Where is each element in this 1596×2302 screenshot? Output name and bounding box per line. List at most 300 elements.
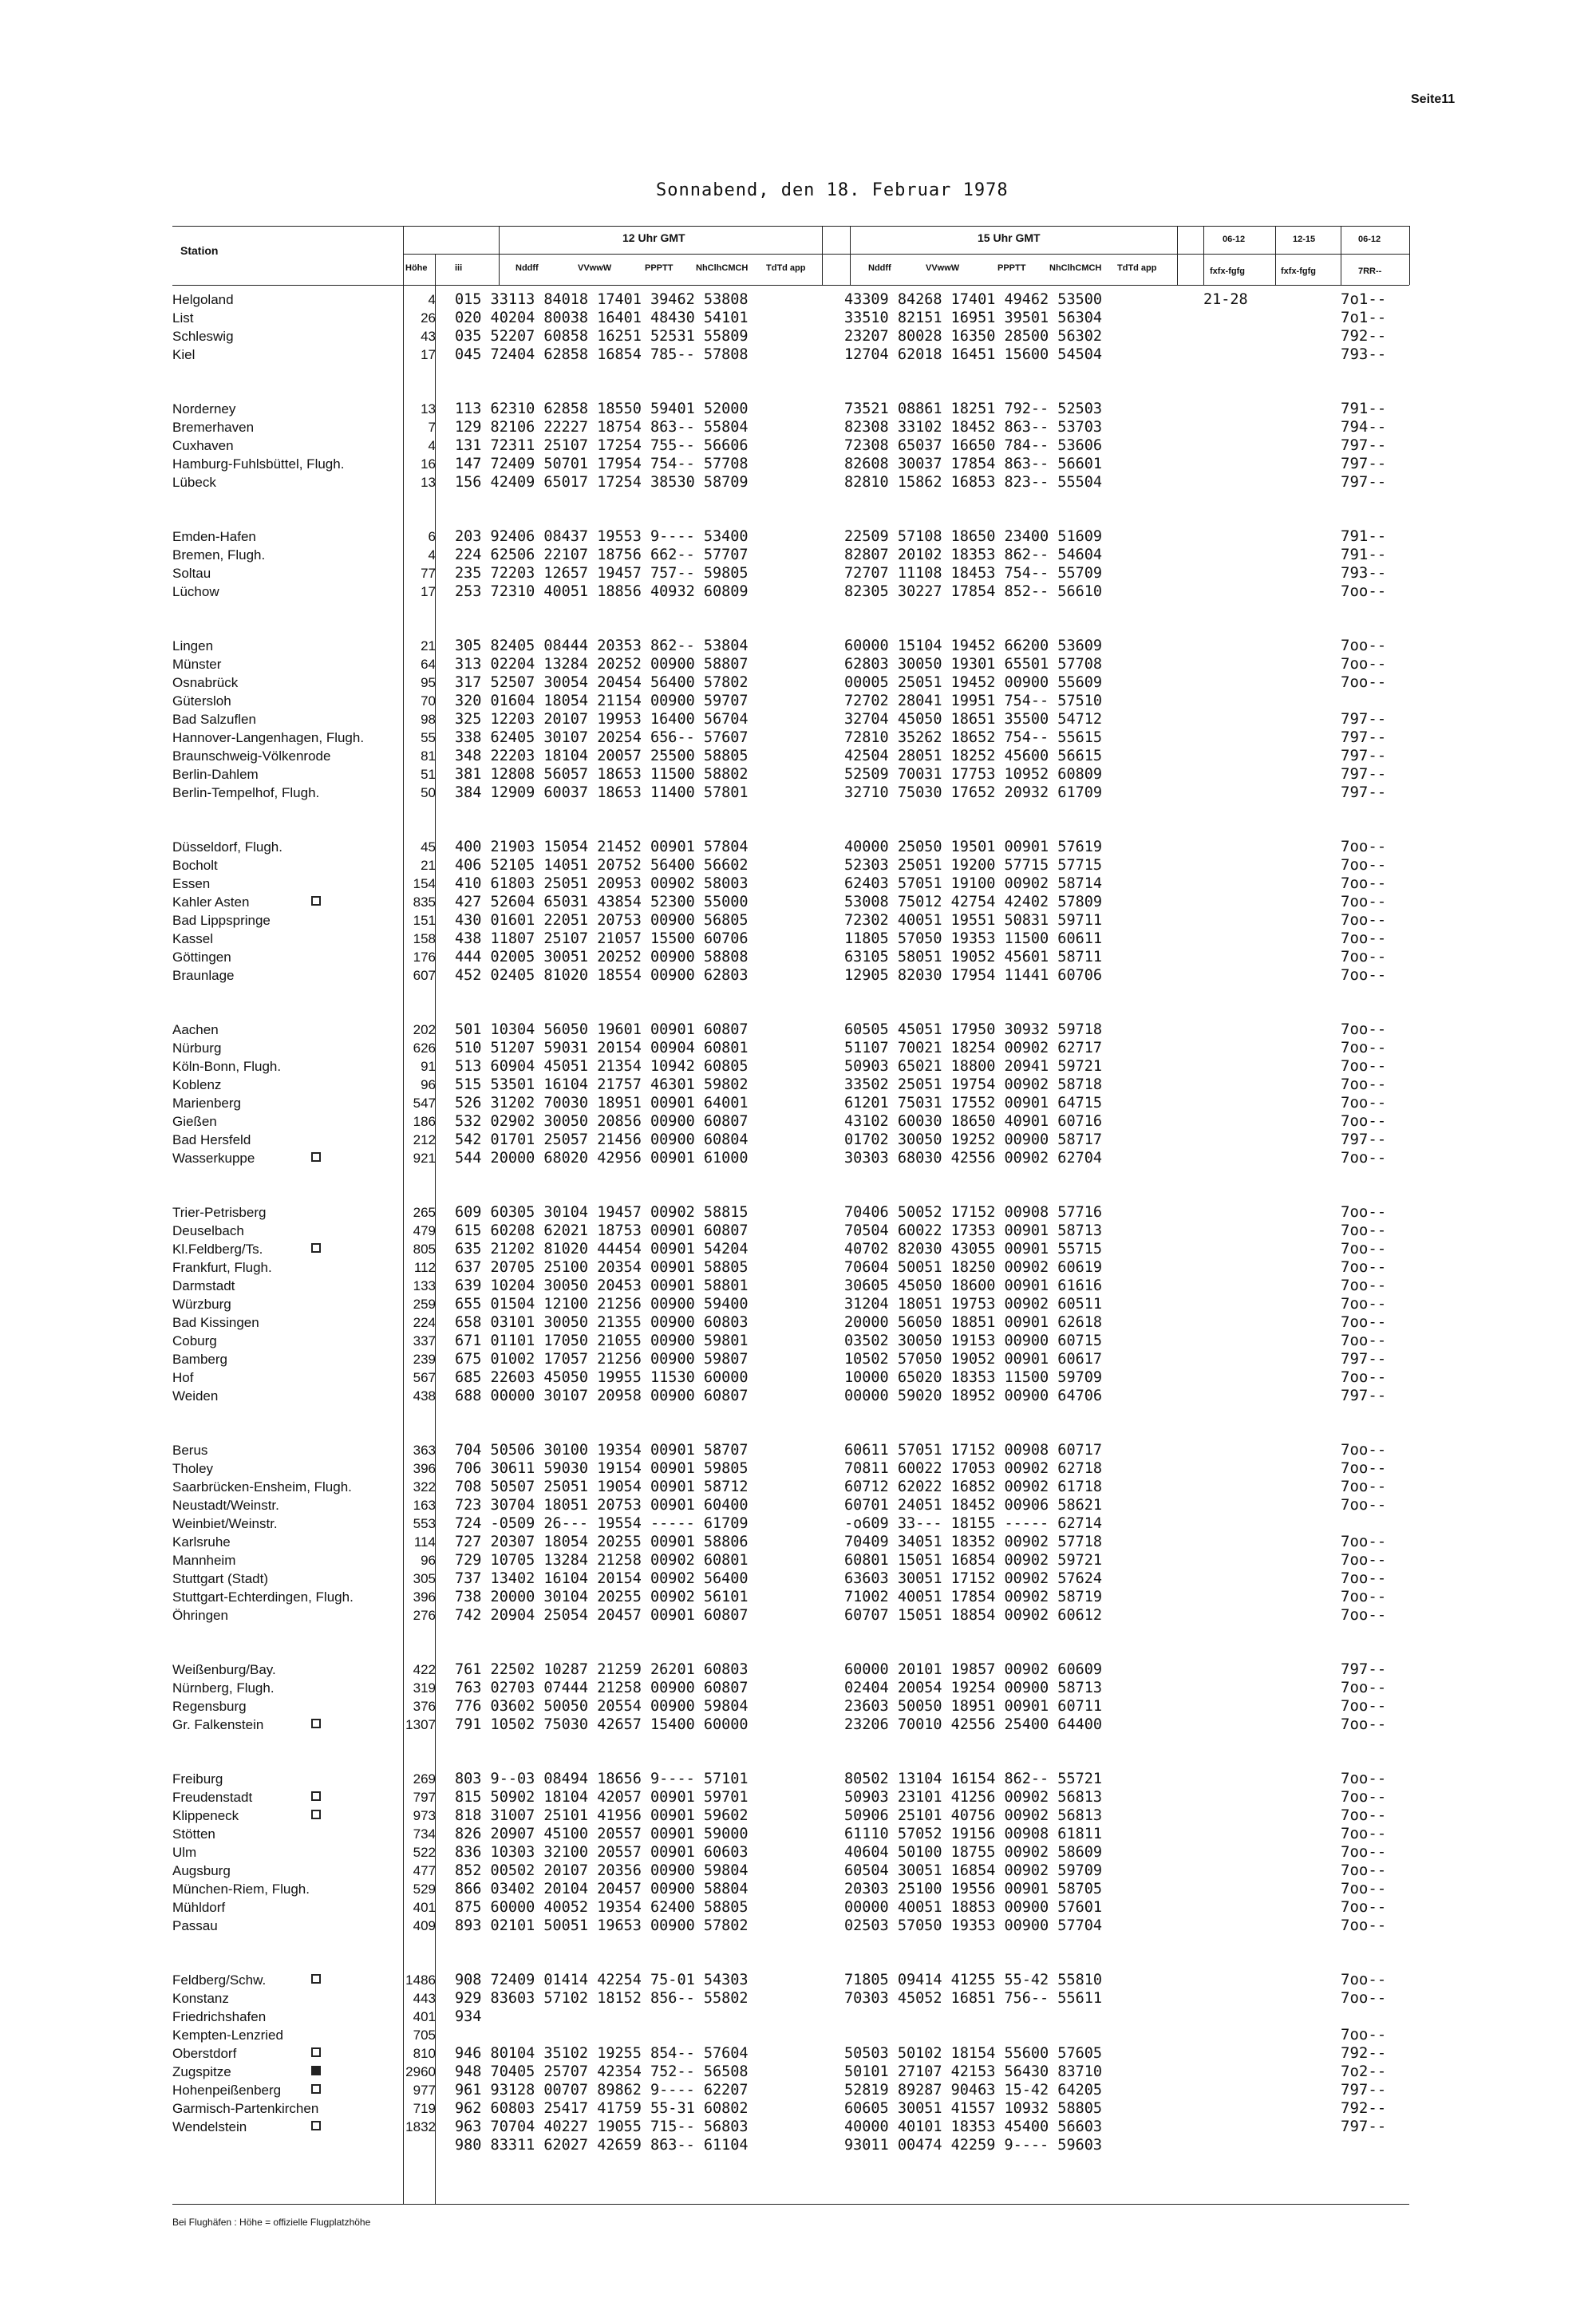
header-15-col-nddff: Nddff bbox=[868, 263, 891, 273]
open-square-icon bbox=[311, 1791, 321, 1801]
gmt15-values-text: 23603 50050 18951 00901 60711 bbox=[844, 1698, 1103, 1715]
rr-code bbox=[1341, 2136, 1396, 2154]
gmt12-values-text: 688 00000 30107 20958 00900 60807 bbox=[455, 1388, 749, 1404]
station-name-text: Gütersloh bbox=[172, 693, 231, 709]
station-group bbox=[1203, 290, 1291, 364]
gmt15-values bbox=[844, 893, 1203, 911]
rr-values bbox=[1203, 692, 1291, 710]
station-height-text: 45 bbox=[421, 839, 436, 855]
station-group bbox=[844, 838, 1203, 985]
gmt12-values bbox=[455, 1606, 830, 1625]
station-group bbox=[844, 290, 1203, 364]
station-name-text: Kahler Asten bbox=[172, 894, 250, 910]
gmt12-values-text: 737 13402 16104 20154 00902 56400 bbox=[455, 1570, 749, 1587]
gmt12-values bbox=[455, 418, 830, 436]
rr-code bbox=[1341, 930, 1396, 948]
rr-values bbox=[1203, 911, 1291, 930]
station-height-text: 4 bbox=[428, 292, 436, 307]
station-group bbox=[455, 1971, 830, 2154]
station-name-text: Saarbrücken-Ensheim, Flugh. bbox=[172, 1479, 352, 1495]
rr-code bbox=[1341, 1258, 1396, 1277]
rr-code-text: 793-- bbox=[1341, 564, 1387, 582]
gmt12-values bbox=[455, 1570, 830, 1588]
gmt15-values-text: 71805 09414 41255 55-42 55810 bbox=[844, 1972, 1103, 1988]
station-height-text: 51 bbox=[421, 767, 436, 782]
gmt12-values-text: 131 72311 25107 17254 755-- 56606 bbox=[455, 437, 749, 454]
rr-values bbox=[1203, 1697, 1291, 1716]
header-station: Station bbox=[180, 244, 219, 257]
gmt12-values-text: 113 62310 62858 18550 59401 52000 bbox=[455, 401, 749, 417]
station-height-text: 4 bbox=[428, 438, 436, 453]
gmt12-values-text: 815 50902 18104 42057 00901 59701 bbox=[455, 1789, 749, 1806]
station-group bbox=[844, 1971, 1203, 2154]
gmt12-values-text: 934 bbox=[455, 2008, 482, 2025]
station-name bbox=[172, 345, 400, 364]
station-name bbox=[172, 2044, 400, 2063]
station-height-text: 6 bbox=[428, 529, 436, 544]
rr-code-text: 7oo-- bbox=[1341, 893, 1387, 910]
gmt15-values-text: -o609 33--- 18155 ----- 62714 bbox=[844, 1515, 1103, 1532]
rr-values bbox=[1203, 2136, 1291, 2154]
rr-code bbox=[1341, 1716, 1396, 1734]
rr-values bbox=[1203, 1441, 1291, 1459]
station-group bbox=[455, 290, 830, 364]
gmt12-values-text: 852 00502 20107 20356 00900 59804 bbox=[455, 1862, 749, 1879]
gmt12-values-text: 836 10303 32100 20557 00901 60603 bbox=[455, 1844, 749, 1861]
station-name-text: Darmstadt bbox=[172, 1278, 235, 1293]
gmt12-values bbox=[455, 1716, 830, 1734]
station-height bbox=[393, 1496, 436, 1514]
rr-code bbox=[1341, 1514, 1396, 1533]
gmt15-values-text: 43102 60030 18650 40901 60716 bbox=[844, 1113, 1103, 1130]
station-height-text: 363 bbox=[413, 1443, 436, 1458]
rr-code-text: 7oo-- bbox=[1341, 1788, 1387, 1806]
rr-code-text: 797-- bbox=[1341, 2081, 1387, 2099]
station-height bbox=[393, 1825, 436, 1843]
rr-code bbox=[1341, 1570, 1396, 1588]
station-name-text: Bad Hersfeld bbox=[172, 1132, 251, 1147]
station-name bbox=[172, 1021, 400, 1039]
gmt15-values bbox=[844, 1332, 1203, 1350]
gmt15-values-text: 50101 27107 42153 56430 83710 bbox=[844, 2063, 1103, 2080]
station-group bbox=[1341, 637, 1396, 802]
gmt15-values-text: 73521 08861 18251 792-- 52503 bbox=[844, 401, 1103, 417]
station-height bbox=[393, 418, 436, 436]
gmt15-values bbox=[844, 546, 1203, 564]
station-height bbox=[393, 582, 436, 601]
gmt15-values-text: 72702 28041 19951 754-- 57510 bbox=[844, 693, 1103, 709]
station-height-text: 77 bbox=[421, 566, 436, 581]
gmt12-values bbox=[455, 856, 830, 875]
gmt12-values bbox=[455, 2081, 830, 2099]
rr-code bbox=[1341, 290, 1396, 309]
rr-code bbox=[1341, 473, 1396, 492]
station-height bbox=[393, 455, 436, 473]
station-name bbox=[172, 1679, 400, 1697]
header-top-rule bbox=[172, 226, 1409, 227]
gmt12-values bbox=[455, 673, 830, 692]
station-name-text: Braunschweig-Völkenrode bbox=[172, 748, 331, 764]
station-name-text: Neustadt/Weinstr. bbox=[172, 1498, 279, 1513]
station-name-text: Trier-Petrisberg bbox=[172, 1205, 267, 1220]
station-name bbox=[172, 729, 400, 747]
gmt12-values bbox=[455, 1770, 830, 1788]
rr-code-text: 794-- bbox=[1341, 418, 1387, 436]
gmt12-values-text: 761 22502 10287 21259 26201 60803 bbox=[455, 1661, 749, 1678]
rr-code-text: 7oo-- bbox=[1341, 1112, 1387, 1130]
rr-values bbox=[1203, 1258, 1291, 1277]
station-name bbox=[172, 710, 400, 729]
gmt12-values-text: 729 10705 13284 21258 00902 60801 bbox=[455, 1552, 749, 1569]
rr-values bbox=[1203, 473, 1291, 492]
rr-code-text: 7oo-- bbox=[1341, 1697, 1387, 1715]
rr-values bbox=[1203, 637, 1291, 655]
station-height bbox=[393, 1332, 436, 1350]
gmt12-values bbox=[455, 1459, 830, 1478]
gmt15-values-text: 10000 65020 18353 11500 59709 bbox=[844, 1369, 1103, 1386]
rr-values bbox=[1203, 1131, 1291, 1149]
gmt12-values-text: 723 30704 18051 20753 00901 60400 bbox=[455, 1497, 749, 1514]
station-name-text: Bremen, Flugh. bbox=[172, 547, 266, 563]
rr-code bbox=[1341, 1240, 1396, 1258]
gmt15-values bbox=[844, 655, 1203, 673]
station-height-text: 529 bbox=[413, 1881, 436, 1897]
station-name-text: Cuxhaven bbox=[172, 438, 234, 453]
gmt15-values-text: 70504 60022 17353 00901 58713 bbox=[844, 1222, 1103, 1239]
gmt12-values-text: 430 01601 22051 20753 00900 56805 bbox=[455, 912, 749, 929]
station-height-text: 396 bbox=[413, 1589, 436, 1605]
gmt12-values bbox=[455, 1917, 830, 1935]
station-group bbox=[172, 1770, 400, 1935]
station-name bbox=[172, 1459, 400, 1478]
station-name bbox=[172, 1716, 400, 1734]
gmt12-values-text: 338 62405 30107 20254 656-- 57607 bbox=[455, 729, 749, 746]
rr-code bbox=[1341, 1149, 1396, 1167]
station-height-text: 154 bbox=[413, 876, 436, 891]
station-height bbox=[393, 2099, 436, 2118]
rr-code-text: 797-- bbox=[1341, 765, 1387, 783]
station-height-text: 96 bbox=[421, 1553, 436, 1568]
station-height-text: 921 bbox=[413, 1151, 436, 1166]
rr-values bbox=[1203, 784, 1291, 802]
rr-code bbox=[1341, 455, 1396, 473]
station-height-text: 96 bbox=[421, 1077, 436, 1092]
gmt15-values-text: 72810 35262 18652 754-- 55615 bbox=[844, 729, 1103, 746]
rr-values bbox=[1203, 1313, 1291, 1332]
rr-code bbox=[1341, 400, 1396, 418]
gmt12-values-text: 526 31202 70030 18951 00901 64001 bbox=[455, 1095, 749, 1112]
gmt15-values bbox=[844, 1222, 1203, 1240]
station-height bbox=[393, 1716, 436, 1734]
station-height bbox=[393, 1350, 436, 1368]
rr-code-text: 7oo-- bbox=[1341, 1971, 1387, 1988]
station-height-text: 396 bbox=[413, 1461, 436, 1476]
station-name bbox=[172, 2026, 400, 2044]
gmt15-values-text: 50903 65021 18800 20941 59721 bbox=[844, 1058, 1103, 1075]
station-height-text: 17 bbox=[421, 584, 436, 599]
rr-code-text: 797-- bbox=[1341, 1660, 1387, 1678]
rr-values bbox=[1203, 418, 1291, 436]
station-group bbox=[455, 1021, 830, 1167]
station-name bbox=[172, 1660, 400, 1679]
station-group bbox=[1341, 527, 1396, 601]
station-height-text: 835 bbox=[413, 894, 436, 910]
rr-code bbox=[1341, 1021, 1396, 1039]
header-12-col-tdtd: TdTd app bbox=[766, 263, 806, 273]
station-height bbox=[393, 930, 436, 948]
station-name bbox=[172, 1332, 400, 1350]
station-height bbox=[393, 327, 436, 345]
station-group bbox=[172, 1203, 400, 1405]
station-name bbox=[172, 455, 400, 473]
open-square-icon bbox=[311, 1974, 321, 1984]
rr-code-text: 7oo-- bbox=[1341, 1862, 1387, 1879]
station-height-text: 797 bbox=[413, 1790, 436, 1805]
rr-code-text: 7oo-- bbox=[1341, 1588, 1387, 1605]
rr-code bbox=[1341, 1277, 1396, 1295]
gmt15-values-text: 50503 50102 18154 55600 57605 bbox=[844, 2045, 1103, 2062]
gmt15-values bbox=[844, 1606, 1203, 1625]
gmt15-values bbox=[844, 527, 1203, 546]
station-group bbox=[393, 1971, 436, 2154]
gmt12-values-text: 675 01002 17057 21256 00900 59807 bbox=[455, 1351, 749, 1368]
gmt15-values-text: 71002 40051 17854 00902 58719 bbox=[844, 1589, 1103, 1605]
gmt12-values-text: 020 40204 80038 16401 48430 54101 bbox=[455, 310, 749, 326]
gmt15-values-text: 60801 15051 16854 00902 59721 bbox=[844, 1552, 1103, 1569]
rr-values bbox=[1203, 729, 1291, 747]
rr-values bbox=[1203, 1570, 1291, 1588]
station-name bbox=[172, 1825, 400, 1843]
station-name-text: Öhringen bbox=[172, 1608, 228, 1623]
station-group bbox=[844, 1021, 1203, 1167]
station-group bbox=[1203, 1203, 1291, 1405]
station-height bbox=[393, 1862, 436, 1880]
col-divider-12gmt-end bbox=[822, 226, 823, 285]
gmt15-values bbox=[844, 710, 1203, 729]
rr-code bbox=[1341, 1076, 1396, 1094]
station-height bbox=[393, 710, 436, 729]
gmt12-values-text: 980 83311 62027 42659 863-- 61104 bbox=[455, 2137, 749, 2154]
station-height-text: 973 bbox=[413, 1808, 436, 1823]
gmt12-values-text: 320 01604 18054 21154 00900 59707 bbox=[455, 693, 749, 709]
rr-values bbox=[1203, 2081, 1291, 2099]
gmt12-values-text: 384 12909 60037 18653 11400 57801 bbox=[455, 784, 749, 801]
station-group bbox=[1203, 838, 1291, 985]
height-column bbox=[393, 290, 436, 2190]
rr-code bbox=[1341, 1203, 1396, 1222]
rr-code-text: 7oo-- bbox=[1341, 673, 1387, 691]
rr-code-text: 797-- bbox=[1341, 473, 1387, 491]
station-height bbox=[393, 1917, 436, 1935]
gmt15-values-text: 62803 30050 19301 65501 57708 bbox=[844, 656, 1103, 673]
rr-code-text: 7oo-- bbox=[1341, 911, 1387, 929]
gmt15-values bbox=[844, 2136, 1203, 2154]
gmt12-values bbox=[455, 2026, 830, 2044]
rr-code bbox=[1341, 966, 1396, 985]
station-name bbox=[172, 1057, 400, 1076]
station-height bbox=[393, 1971, 436, 1989]
station-height bbox=[393, 1679, 436, 1697]
rr-values bbox=[1203, 327, 1291, 345]
rr-values bbox=[1203, 1295, 1291, 1313]
station-name-text: Hohenpeißenberg bbox=[172, 2083, 282, 2098]
rr-values bbox=[1203, 1459, 1291, 1478]
station-name-text: Mühldorf bbox=[172, 1900, 226, 1915]
gmt15-values bbox=[844, 673, 1203, 692]
gmt12-values bbox=[455, 327, 830, 345]
rr-values bbox=[1203, 1806, 1291, 1825]
rr-code bbox=[1341, 838, 1396, 856]
station-height bbox=[393, 1806, 436, 1825]
station-group bbox=[1341, 400, 1396, 492]
station-height-text: 337 bbox=[413, 1333, 436, 1348]
station-height bbox=[393, 400, 436, 418]
gmt15-values bbox=[844, 1898, 1203, 1917]
gmt15-values bbox=[844, 1459, 1203, 1478]
rr-code-text: 7oo-- bbox=[1341, 966, 1387, 984]
gmt12-values-text: 963 70704 40227 19055 715-- 56803 bbox=[455, 2118, 749, 2135]
station-group bbox=[844, 1441, 1203, 1625]
header-bottom-rule bbox=[172, 285, 1409, 286]
station-name bbox=[172, 1770, 400, 1788]
gmt12-values-text: 444 02005 30051 20252 00900 58808 bbox=[455, 949, 749, 965]
gmt12-values bbox=[455, 1898, 830, 1917]
station-name-text: Bamberg bbox=[172, 1352, 227, 1367]
station-height bbox=[393, 1843, 436, 1862]
rr-code bbox=[1341, 856, 1396, 875]
station-name bbox=[172, 930, 400, 948]
station-name-text: Gießen bbox=[172, 1114, 217, 1129]
station-name-text: Marienberg bbox=[172, 1096, 241, 1111]
station-height bbox=[393, 784, 436, 802]
station-name-text: Weißenburg/Bay. bbox=[172, 1662, 276, 1677]
gmt12-values bbox=[455, 1057, 830, 1076]
station-height-text: 477 bbox=[413, 1863, 436, 1878]
rr-code bbox=[1341, 546, 1396, 564]
gmt12-values-text: 946 80104 35102 19255 854-- 57604 bbox=[455, 2045, 749, 2062]
gmt12-values bbox=[455, 1112, 830, 1131]
gmt15-values bbox=[844, 1660, 1203, 1679]
gmt15-values bbox=[844, 1843, 1203, 1862]
rr-values bbox=[1203, 1660, 1291, 1679]
station-name bbox=[172, 309, 400, 327]
gmt12-values bbox=[455, 345, 830, 364]
gmt15-values bbox=[844, 1478, 1203, 1496]
rr-code bbox=[1341, 911, 1396, 930]
gmt15-values bbox=[844, 637, 1203, 655]
gmt15-values bbox=[844, 1551, 1203, 1570]
rr-values bbox=[1203, 1679, 1291, 1697]
rr-code-text: 7oo-- bbox=[1341, 1770, 1387, 1787]
header-rr-sub3: 7RR-- bbox=[1358, 267, 1382, 276]
rr-values bbox=[1203, 875, 1291, 893]
station-name bbox=[172, 875, 400, 893]
gmt12-values bbox=[455, 838, 830, 856]
gmt12-values bbox=[455, 473, 830, 492]
gmt15-values bbox=[844, 1076, 1203, 1094]
gmt15-values-text: 40702 82030 43055 00901 55715 bbox=[844, 1241, 1103, 1258]
rr-code-text: 7oo-- bbox=[1341, 1368, 1387, 1386]
station-height-text: 202 bbox=[413, 1022, 436, 1037]
gmt12-values bbox=[455, 784, 830, 802]
station-height-text: 21 bbox=[421, 638, 436, 653]
gmt12-values bbox=[455, 1496, 830, 1514]
gmt12-values-text: 803 9--03 08494 18656 9---- 57101 bbox=[455, 1771, 749, 1787]
rr-code bbox=[1341, 1697, 1396, 1716]
station-name bbox=[172, 473, 400, 492]
rr-code bbox=[1341, 1880, 1396, 1898]
gmt15-values-text: 63105 58051 19052 45601 58711 bbox=[844, 949, 1103, 965]
station-name bbox=[172, 1368, 400, 1387]
station-name bbox=[172, 1313, 400, 1332]
station-height bbox=[393, 1094, 436, 1112]
station-height bbox=[393, 838, 436, 856]
station-name bbox=[172, 838, 400, 856]
gmt12-values-text: 542 01701 25057 21456 00900 60804 bbox=[455, 1131, 749, 1148]
rr-code bbox=[1341, 418, 1396, 436]
rr-values bbox=[1203, 1057, 1291, 1076]
station-height bbox=[393, 2136, 436, 2154]
station-name bbox=[172, 1917, 400, 1935]
gmt15-values bbox=[844, 1240, 1203, 1258]
gmt15-values bbox=[844, 2063, 1203, 2081]
station-name bbox=[172, 1862, 400, 1880]
filled-square-icon bbox=[311, 2066, 321, 2075]
gmt15-values-text: 20303 25100 19556 00901 58705 bbox=[844, 1881, 1103, 1897]
rr-code bbox=[1341, 1496, 1396, 1514]
station-group bbox=[172, 1441, 400, 1625]
station-height bbox=[393, 911, 436, 930]
rr-values bbox=[1203, 1332, 1291, 1350]
station-group bbox=[1341, 1441, 1396, 1625]
gmt15-values bbox=[844, 1533, 1203, 1551]
station-height bbox=[393, 1112, 436, 1131]
station-group bbox=[172, 1021, 400, 1167]
rr-code bbox=[1341, 1917, 1396, 1935]
rr-values bbox=[1203, 1788, 1291, 1806]
station-group bbox=[1203, 1660, 1291, 1734]
station-height bbox=[393, 1039, 436, 1057]
gmt15-values bbox=[844, 747, 1203, 765]
station-group bbox=[844, 1770, 1203, 1935]
gmt15-values-text: 70303 45052 16851 756-- 55611 bbox=[844, 1990, 1103, 2007]
gmt15-values-text: 52509 70031 17753 10952 60809 bbox=[844, 766, 1103, 783]
rr-values bbox=[1203, 2044, 1291, 2063]
rr-values bbox=[1203, 765, 1291, 784]
gmt15-values bbox=[844, 856, 1203, 875]
rr-values bbox=[1203, 2008, 1291, 2026]
header-rr-sub1: fxfx-fgfg bbox=[1210, 267, 1245, 276]
rr-code bbox=[1341, 1551, 1396, 1570]
rr-code-text: 7oo-- bbox=[1341, 1478, 1387, 1495]
rr-code-text: 7o2-- bbox=[1341, 2063, 1387, 2080]
gmt12-values bbox=[455, 1806, 830, 1825]
station-name bbox=[172, 564, 400, 582]
rr-code-text: 7oo-- bbox=[1341, 875, 1387, 892]
station-name bbox=[172, 948, 400, 966]
station-group bbox=[172, 290, 400, 364]
station-name-text: Weinbiet/Weinstr. bbox=[172, 1516, 278, 1531]
station-height-text: 1307 bbox=[405, 1717, 436, 1732]
rr-values bbox=[1203, 2063, 1291, 2081]
header-rr-12-15: 12-15 bbox=[1293, 235, 1316, 244]
gmt15-values bbox=[844, 1057, 1203, 1076]
rr-values bbox=[1203, 1770, 1291, 1788]
rr-code-text: 797-- bbox=[1341, 710, 1387, 728]
gmt12-values-text: 875 60000 40052 19354 62400 58805 bbox=[455, 1899, 749, 1916]
rr-values bbox=[1203, 1843, 1291, 1862]
rr-code bbox=[1341, 1989, 1396, 2008]
